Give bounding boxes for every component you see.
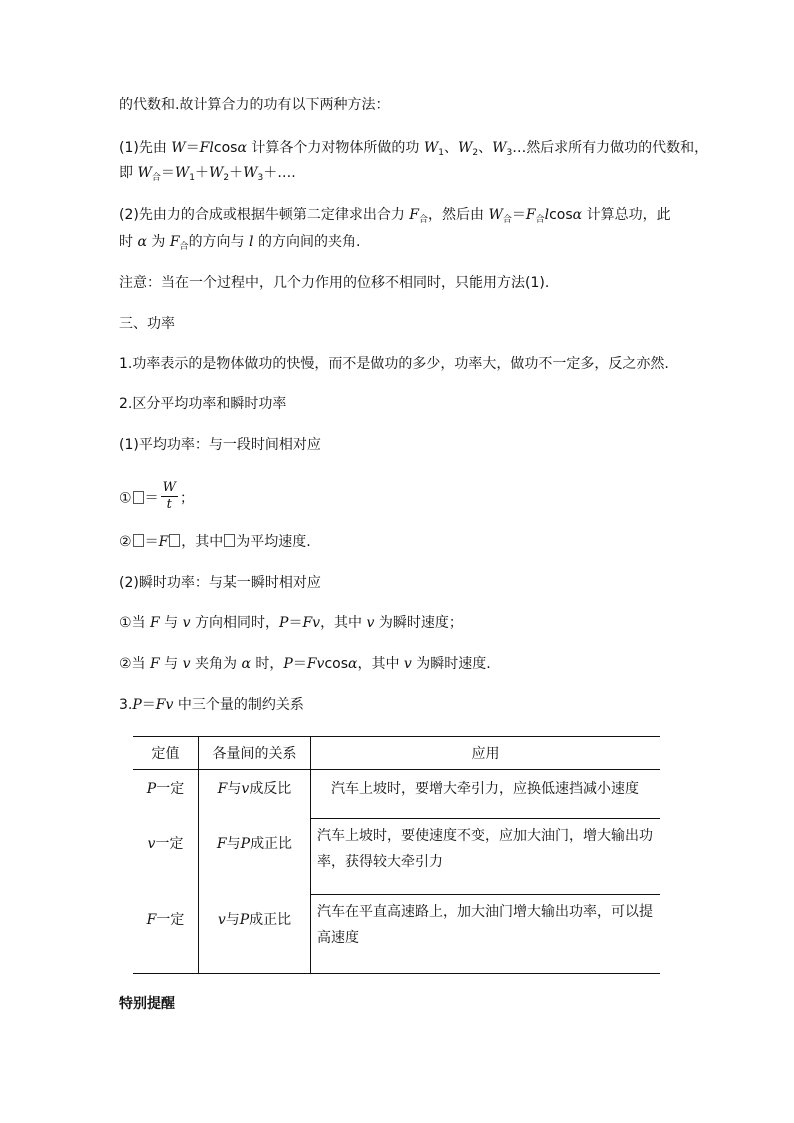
section-heading-power	[119, 314, 175, 334]
text: 的方向间的夹角.	[253, 234, 361, 250]
text: ①当	[119, 615, 151, 631]
note-line	[119, 273, 549, 293]
table-cell	[199, 770, 311, 819]
text: 计算总功，此	[582, 207, 671, 223]
text: 2.区分平均功率和瞬时功率	[119, 396, 287, 412]
text: ＝	[511, 207, 526, 223]
var: P	[132, 697, 142, 713]
text: 一定	[155, 835, 184, 852]
var: P	[240, 835, 251, 852]
text: ＋….	[263, 165, 296, 181]
subscript: 合	[179, 242, 189, 252]
var: W	[171, 140, 186, 156]
numerator: W	[162, 480, 176, 495]
table-cell	[199, 819, 311, 895]
var: v	[241, 781, 250, 797]
text: ＝	[141, 697, 156, 713]
missing-glyph-box	[133, 534, 144, 547]
var: P	[239, 911, 250, 928]
text: 成正比	[250, 835, 293, 852]
text: ，然后由	[428, 207, 489, 223]
paragraph-line-9	[119, 394, 286, 414]
text: 一定	[156, 911, 185, 928]
var: F	[216, 835, 227, 852]
text: 与	[159, 656, 183, 672]
text: cos	[324, 656, 348, 672]
var: W	[457, 140, 473, 156]
paragraph-line-13	[119, 573, 321, 593]
text: 为平均速度.	[236, 534, 311, 550]
var: F	[158, 534, 169, 550]
subscript: 1	[189, 173, 195, 183]
text: (2)瞬时功率：与某一瞬时相对应	[119, 575, 321, 591]
text: (1)先由	[119, 140, 172, 156]
paragraph-line-16	[119, 695, 304, 715]
var: W	[208, 165, 224, 181]
text: ＋	[194, 165, 209, 181]
var: W	[423, 140, 439, 156]
text: 中三个量的制约关系	[173, 697, 304, 713]
subscript: 合	[151, 173, 161, 183]
text: 、	[443, 140, 458, 156]
subscript: 1	[438, 148, 444, 158]
text: cos	[549, 207, 573, 223]
text: ＝	[144, 534, 159, 550]
table-cell	[133, 770, 199, 819]
paragraph-line-4	[119, 205, 671, 230]
text: 时，	[250, 656, 284, 672]
text: 1.功率表示的是物体做功的快慢，而不是做功的多少，功率大，做功不一定多，反之亦然.	[119, 356, 669, 372]
var: v	[147, 835, 156, 852]
var: F	[150, 656, 160, 672]
power-relation-table	[133, 736, 660, 974]
text: 时	[119, 234, 138, 250]
paragraph-line-5	[119, 232, 360, 257]
text: 与	[226, 835, 241, 852]
text: ＝	[160, 165, 175, 181]
paragraph-line-3	[119, 163, 296, 188]
text: ②	[119, 534, 132, 550]
missing-glyph-box	[224, 534, 235, 547]
var: l	[249, 234, 254, 250]
table-row	[133, 770, 660, 819]
var: W	[174, 165, 190, 181]
table-header-row	[133, 737, 660, 770]
header-cell: 应用	[311, 737, 661, 770]
var: W	[243, 165, 258, 181]
paragraph-line-2	[119, 138, 708, 163]
subscript: 3	[506, 148, 513, 158]
var: α	[137, 234, 147, 250]
var: α	[237, 140, 247, 156]
missing-glyph-box	[133, 491, 144, 504]
text: 一定	[156, 781, 185, 797]
text: ，其中	[181, 534, 224, 550]
paragraph-line-8	[119, 354, 669, 374]
text: ，其中	[357, 656, 404, 672]
text: 夹角为	[190, 656, 242, 672]
table-row	[133, 819, 660, 895]
var: α	[348, 656, 358, 672]
text: (1)平均功率：与一段时间相对应	[119, 437, 321, 453]
text: 计算各个力对物体所做的功	[246, 140, 424, 156]
var: Fv	[306, 656, 325, 672]
table-cell	[199, 895, 311, 974]
text: 特别提醒	[119, 996, 175, 1012]
table-cell: 汽车上坡时，要增大牵引力，应换低速挡减小速度	[331, 781, 639, 797]
text: 与	[159, 615, 183, 631]
header-cell: 各量间的关系	[199, 737, 311, 770]
text: 注意：当在一个过程中，几个力作用的位移不相同时，只能用方法(1).	[119, 275, 550, 291]
paragraph-line-1	[119, 95, 389, 115]
paragraph-line-10	[119, 435, 321, 455]
var: F	[525, 207, 536, 223]
var: α	[241, 656, 251, 672]
text: ＝	[144, 490, 159, 507]
paragraph-line-14	[119, 613, 463, 633]
var: W	[492, 140, 507, 156]
subscript: 合	[502, 215, 512, 225]
denominator: t	[166, 497, 172, 512]
table-cell	[133, 819, 199, 895]
table-cell	[133, 895, 199, 974]
subscript: 合	[535, 215, 545, 225]
text: ①	[119, 490, 132, 507]
subscript: 3	[257, 173, 264, 183]
var: F	[409, 207, 419, 223]
var: P	[283, 656, 293, 672]
var: F	[169, 234, 180, 250]
text: 为	[146, 234, 170, 250]
text: cos	[213, 140, 238, 156]
formula-average-power-2	[119, 532, 311, 552]
header-cell: 定值	[133, 737, 199, 770]
text: ，其中	[320, 615, 367, 631]
fraction	[161, 480, 178, 513]
text: 成反比	[249, 781, 292, 797]
table-cell: 汽车上坡时，要使速度不变，应加大油门，增大输出功率，获得较大牵引力	[311, 819, 661, 895]
subscript: 2	[472, 148, 479, 158]
text: ②当	[119, 656, 151, 672]
table-cell: 汽车在平直高速路上，加大油门增大输出功率，可以提高速度	[311, 895, 661, 974]
text: ＝	[185, 140, 200, 156]
var: F	[146, 911, 157, 928]
subscript: 合	[419, 215, 429, 225]
text: 三、功率	[119, 316, 175, 332]
special-reminder-heading	[119, 994, 175, 1014]
var: W	[137, 165, 152, 181]
table-row	[133, 895, 660, 974]
var: α	[572, 207, 583, 223]
var: F	[150, 615, 160, 631]
text: 、	[478, 140, 493, 156]
missing-glyph-box	[169, 534, 180, 547]
text: 为瞬时速度.	[411, 656, 491, 672]
text: 与	[227, 781, 242, 797]
subscript: 2	[223, 173, 230, 183]
text: 为瞬时速度；	[374, 615, 463, 631]
var: F	[217, 781, 228, 797]
var: Fl	[199, 140, 214, 156]
var: W	[488, 207, 503, 223]
text: ；	[179, 490, 194, 507]
text: (2)先由力的合成或根据牛顿第二定律求出合力	[119, 207, 410, 223]
var: Fv	[155, 697, 174, 713]
var: v	[403, 656, 412, 672]
text: 的方向与	[188, 234, 250, 250]
paragraph-line-15	[119, 654, 491, 674]
var: P	[146, 781, 157, 797]
text: ＋	[229, 165, 244, 181]
var: Fv	[302, 615, 321, 631]
text: ＝	[292, 656, 307, 672]
var: v	[217, 911, 226, 928]
var: v	[182, 656, 191, 672]
text: 方向相同时，	[190, 615, 280, 631]
text: 与	[225, 911, 240, 928]
var: v	[182, 615, 191, 631]
var: P	[279, 615, 289, 631]
text: 的代数和.故计算合力的功有以下两种方法：	[119, 97, 390, 113]
text: 3.	[119, 697, 133, 713]
var: v	[366, 615, 375, 631]
var: l	[544, 207, 550, 223]
formula-average-power	[119, 482, 194, 515]
text: 即	[119, 165, 138, 181]
text: …然后求所有力做功的代数和，	[512, 140, 709, 156]
text: 成正比	[249, 911, 292, 928]
text: ＝	[288, 615, 303, 631]
